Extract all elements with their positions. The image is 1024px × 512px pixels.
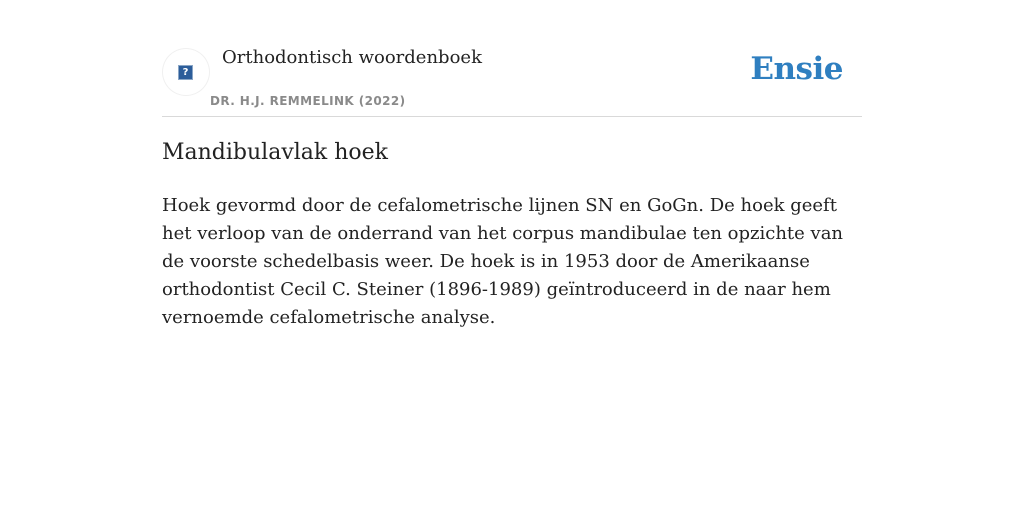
broken-image-icon: ?	[178, 65, 193, 80]
book-cover-image[interactable]	[162, 48, 210, 96]
book-header	[162, 46, 862, 117]
entry-title: Mandibulavlak hoek	[162, 140, 389, 165]
book-title-link[interactable]: Orthodontisch woordenboek	[222, 47, 482, 68]
ensie-logo-link[interactable]: Ensie	[750, 51, 843, 87]
entry-definition: Hoek gevormd door de cefalometrische lijnen SN en GoGn. De hoek geeft het verloop van de onderrand van het corpus mandibulae ten opzichte van de voorste schedelbasis weer. De hoek is in 1953 door de Amerikaanse orthodontist Cecil C. Steiner (1896-1989) geïntroduceerd in de naar hem vernoemde cefalometrische analyse.	[162, 195, 844, 328]
book-author: DR. H.J. REMMELINK (2022)	[210, 94, 406, 108]
